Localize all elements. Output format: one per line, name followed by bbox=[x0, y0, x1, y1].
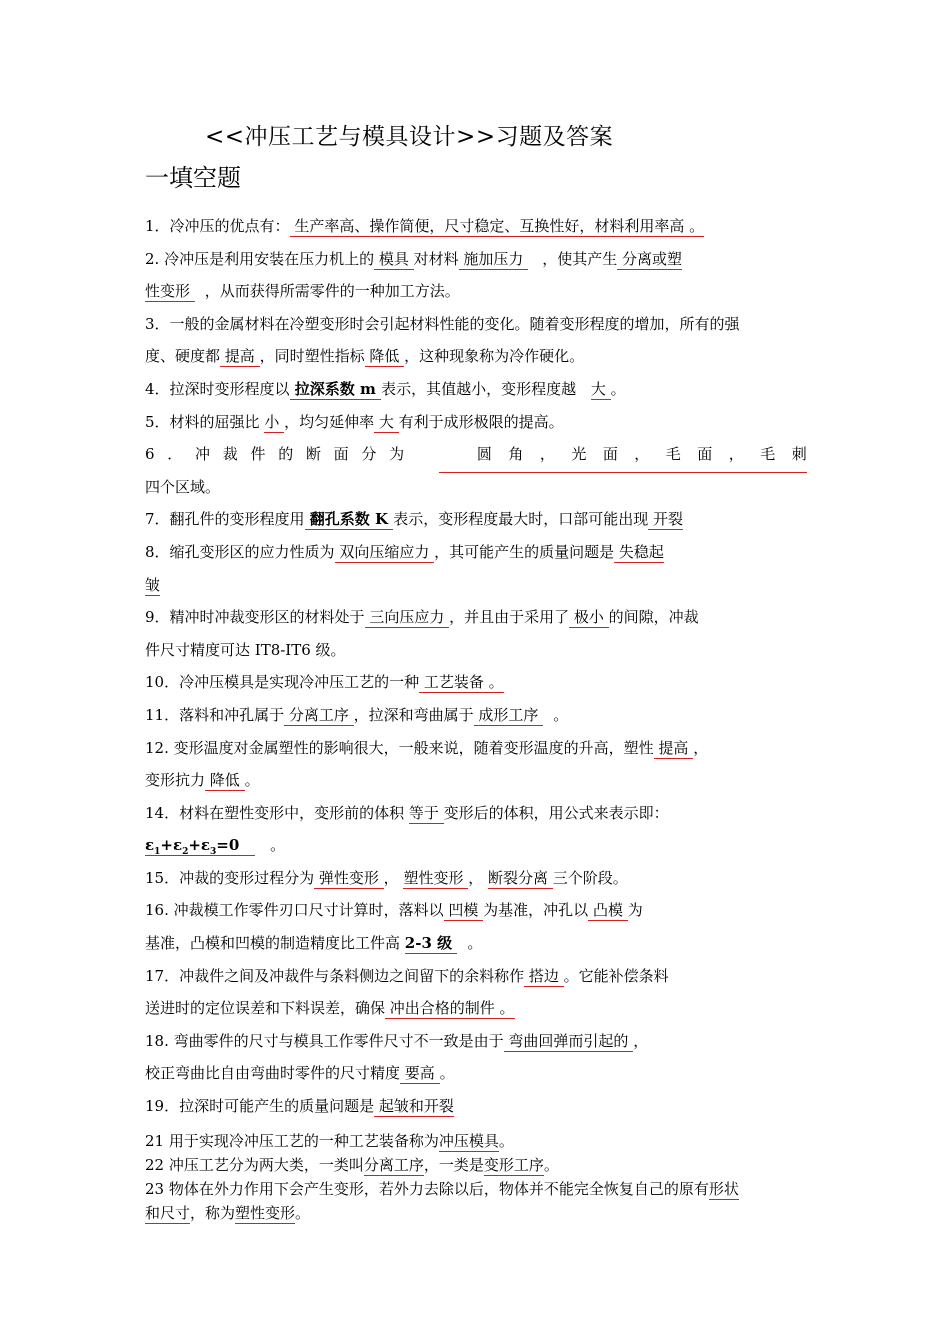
answer-blank: 冲压模具 bbox=[438, 1131, 499, 1150]
answer-blank: 弯曲回弹而引起的 bbox=[503, 1031, 634, 1050]
answer-blank: 断裂分离 bbox=[488, 868, 553, 887]
answer-blank: 降低 bbox=[364, 347, 405, 366]
document-title: <<冲压工艺与模具设计>>习题及答案 bbox=[205, 124, 614, 150]
question-4: 4．拉深时变形程度以 拉深系数 m 表示，其值越小，变形程度越 大 。 bbox=[145, 379, 626, 398]
answer-blank: 模具 bbox=[374, 249, 414, 268]
answer-blank: 搭边 bbox=[524, 966, 564, 985]
question-11: 11．落料和冲孔属于 分离工序 ，拉深和弯曲属于 成形工序 。 bbox=[145, 705, 569, 724]
question-14-formula: $\varepsilon_1+\varepsilon_2+\varepsilon_3=0$ 。 bbox=[145, 836, 286, 858]
answer-blank: 翻孔系数 K bbox=[304, 510, 394, 529]
answer-blank: 冲出合格的制件 。 bbox=[385, 999, 515, 1018]
question-9-cont: 件尺寸精度可达 IT8-IT6 级。 bbox=[145, 640, 346, 659]
question-3-cont: 度、硬度都 提高 ，同时塑性指标 降低 ，这种现象称为冷作硬化。 bbox=[145, 347, 585, 366]
answer-blank: 施加压力 bbox=[458, 249, 529, 268]
question-3: 3．一般的金属材料在冷塑变形时会引起材料性能的变化。随着变形程度的增加，所有的强 bbox=[145, 314, 740, 333]
answer-blank: 双向压缩应力 bbox=[334, 542, 435, 561]
answer-blank: 三向压应力 bbox=[364, 608, 450, 627]
answer-blank: 弹性变形 bbox=[314, 868, 384, 887]
question-17: 17．冲裁件之间及冲裁件与条料侧边之间留下的余料称作 搭边 。它能补偿条料 bbox=[145, 966, 669, 985]
answer-blank: 要高 bbox=[400, 1064, 440, 1083]
answer-blank: 提高 bbox=[653, 738, 694, 757]
answer-blank: 大 bbox=[590, 379, 611, 398]
answer-blank: 变形工序 bbox=[483, 1155, 544, 1174]
question-17-cont: 送进时的定位误差和下料误差，确保 冲出合格的制件 。 bbox=[145, 999, 515, 1018]
answer-blank: 工艺装备 。 bbox=[419, 673, 504, 692]
question-1: 1．冷冲压的优点有： 生产率高、操作简便，尺寸稳定、互换性好，材料利用率高 。 bbox=[145, 217, 705, 235]
question-8-cont bbox=[145, 569, 807, 602]
answer-blank: 生产率高、操作简便，尺寸稳定、互换性好，材料利用率高 。 bbox=[289, 217, 705, 235]
question-6-cont: 四个区域。 bbox=[145, 477, 221, 496]
question-12-cont: 变形抗力 降低 。 bbox=[145, 771, 260, 790]
answer-blank: 凸模 bbox=[588, 901, 628, 920]
answer-blank: 大 bbox=[374, 412, 399, 431]
answer-blank: 凹模 bbox=[443, 901, 484, 920]
answer-blank: 等于 bbox=[408, 803, 444, 822]
question-6: 6 ． 冲 裁 件 的 断 面 分 为 圆 角 ， 光 面 ， 毛 面 ， 毛 刺 bbox=[145, 438, 807, 471]
answer-blank: 极小 bbox=[569, 608, 609, 627]
question-22: 22 冲压工艺分为两大类，一类叫分离工序，一类是变形工序。 bbox=[145, 1155, 559, 1174]
section-heading: 一填空题 bbox=[145, 164, 241, 192]
question-14: 14．材料在塑性变形中，变形前的体积 等于 变形后的体积，用公式来表示即： bbox=[145, 803, 669, 822]
answer-blank: 成形工序 bbox=[473, 705, 544, 724]
answer-blank: 塑性变形 bbox=[235, 1203, 296, 1222]
answer-blank: 拉深系数 m bbox=[289, 379, 382, 398]
answer-blank: 性变形 bbox=[145, 282, 195, 301]
answer-blank: 皱 bbox=[145, 575, 161, 594]
question-12: 12. 变形温度对金属塑性的影响很大，一般来说，随着变形温度的升高，塑性 提高 ， bbox=[145, 738, 709, 757]
answer-blank: 分离工序 bbox=[284, 705, 354, 724]
answer-blank: 小 bbox=[264, 412, 285, 431]
answer-blank: 形状 bbox=[708, 1179, 739, 1198]
question-16-cont: 基准，凸模和凹模的制造精度比工件高 2-3 级 。 bbox=[145, 934, 483, 953]
question-21: 21 用于实现冷冲压工艺的一种工艺装备称为冲压模具。 bbox=[145, 1131, 514, 1150]
question-23-cont: 和尺寸，称为塑性变形。 bbox=[145, 1203, 311, 1222]
question-16: 16. 冲裁模工作零件刃口尺寸计算时，落料以 凹模 为基准，冲孔以 凸模 为 bbox=[145, 901, 643, 920]
question-7: 7．翻孔件的变形程度用 翻孔系数 K 表示，变形程度最大时，口部可能出现 开裂 bbox=[145, 510, 684, 529]
answer-blank: 开裂 bbox=[648, 510, 684, 529]
answer-blank: 和尺寸 bbox=[145, 1203, 191, 1222]
answer-blank: 圆 角 ， 光 面 ， 毛 面 ， 毛 刺 bbox=[439, 438, 807, 473]
answer-blank: 塑性变形 bbox=[403, 868, 469, 887]
answer-blank: 2-3 级 bbox=[404, 934, 458, 953]
question-2: 2. 冷冲压是利用安装在压力机上的 模具 对材料 施加压力 ，使其产生 分离或塑 bbox=[145, 249, 682, 268]
question-18-cont: 校正弯曲比自由弯曲时零件的尺寸精度 要高 。 bbox=[145, 1064, 455, 1083]
question-23: 23 物体在外力作用下会产生变形，若外力去除以后，物体并不能完全恢复自己的原有形状 bbox=[145, 1179, 739, 1198]
answer-blank: 起皱和开裂 bbox=[374, 1097, 454, 1116]
question-10: 10．冷冲压模具是实现冷冲压工艺的一种 工艺装备 。 bbox=[145, 673, 504, 692]
answer-blank: 提高 bbox=[220, 347, 260, 366]
question-9: 9．精冲时冲裁变形区的材料处于 三向压应力 ，并且由于采用了 极小 的间隙，冲裁 bbox=[145, 608, 699, 627]
question-list bbox=[145, 210, 807, 1225]
question-15: 15．冲裁的变形过程分为 弹性变形 ， 塑性变形 ， 断裂分离 三个阶段。 bbox=[145, 868, 628, 887]
question-18: 18. 弯曲零件的尺寸与模具工作零件尺寸不一致是由于 弯曲回弹而引起的 ， bbox=[145, 1031, 649, 1050]
question-8: 8．缩孔变形区的应力性质为 双向压缩应力 ，其可能产生的质量问题是 失稳起 bbox=[145, 542, 664, 561]
question-2-cont: 性变形 ，从而获得所需零件的一种加工方法。 bbox=[145, 282, 460, 301]
formula-answer: $\varepsilon_1+\varepsilon_2+\varepsilon_3=0$ bbox=[145, 836, 255, 856]
answer-blank: 分离或塑 bbox=[617, 249, 682, 268]
answer-blank: 降低 bbox=[205, 771, 245, 790]
question-5: 5．材料的屈强比 小 ，均匀延伸率 大 有利于成形极限的提高。 bbox=[145, 412, 564, 431]
answer-blank: 分离工序 bbox=[363, 1155, 424, 1174]
question-19: 19．拉深时可能产生的质量问题是 起皱和开裂 bbox=[145, 1097, 454, 1116]
answer-blank: 失稳起 bbox=[614, 542, 664, 561]
